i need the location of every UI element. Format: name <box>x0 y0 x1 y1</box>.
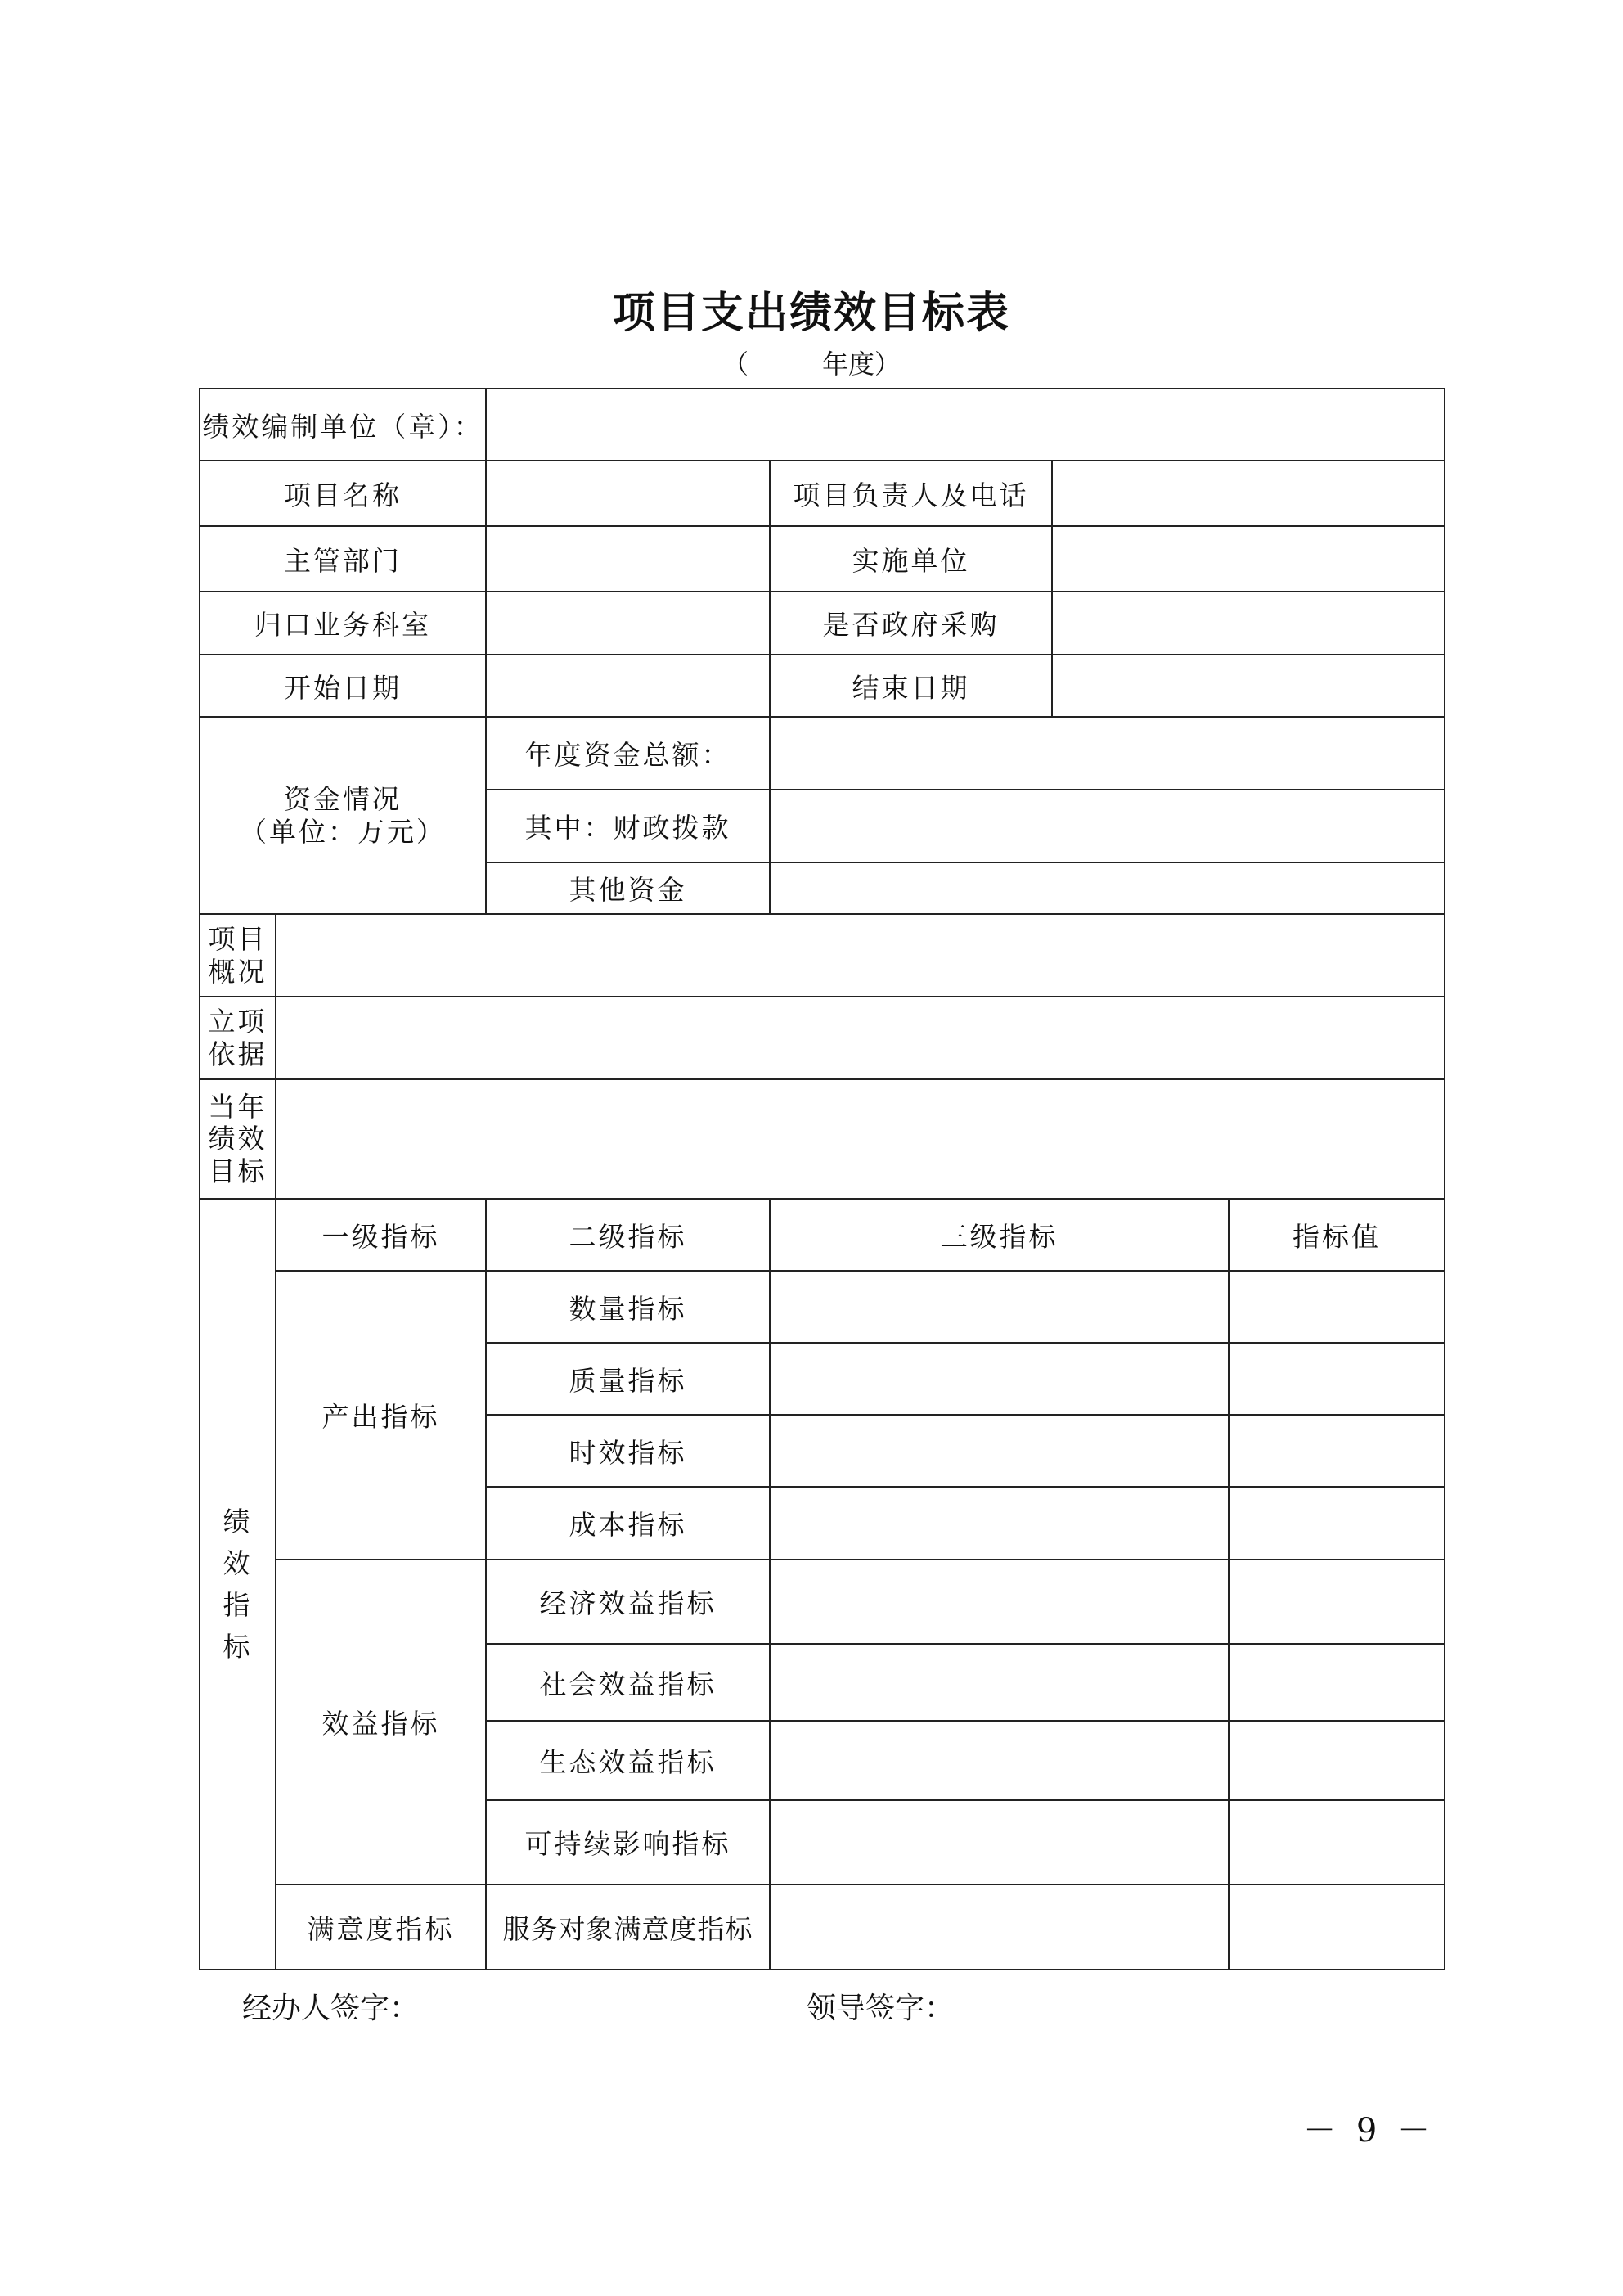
subtitle-year: 年度） <box>822 349 901 380</box>
header-level2: 二级指标 <box>486 1199 770 1271</box>
project-name-field[interactable] <box>486 461 770 526</box>
level3-field[interactable] <box>770 1644 1229 1721</box>
indicator-value-field[interactable] <box>1229 1560 1445 1644</box>
satisfaction-item: 服务对象满意度指标 <box>486 1884 770 1970</box>
end-date-field[interactable] <box>1052 655 1445 717</box>
output-item-quality: 质量指标 <box>486 1343 770 1415</box>
office-field[interactable] <box>486 592 770 655</box>
leader-signature-label: 领导签字： <box>807 1992 955 2025</box>
funds-label-line2: （单位：万元） <box>240 815 446 848</box>
level3-field[interactable] <box>770 1415 1229 1487</box>
funds-total-label: 年度资金总额： <box>486 717 770 790</box>
funds-label <box>200 717 486 914</box>
header-level3: 三级指标 <box>770 1199 1229 1271</box>
funds-total-field[interactable] <box>770 717 1445 790</box>
dept-label: 主管部门 <box>200 526 486 592</box>
impl-unit-field[interactable] <box>1052 526 1445 592</box>
side-char: 绩 <box>223 1505 253 1537</box>
level3-field[interactable] <box>770 1800 1229 1884</box>
indicator-value-field[interactable] <box>1229 1271 1445 1343</box>
dept-field[interactable] <box>486 526 770 592</box>
impl-unit-label: 实施单位 <box>770 526 1052 592</box>
overview-label-line1: 项目 <box>208 922 268 955</box>
funds-label-line1: 资金情况 <box>284 782 402 815</box>
leader-label: 项目负责人及电话 <box>770 461 1052 526</box>
indicator-value-field[interactable] <box>1229 1884 1445 1970</box>
funds-other-field[interactable] <box>770 862 1445 914</box>
procurement-label: 是否政府采购 <box>770 592 1052 655</box>
start-date-label: 开始日期 <box>200 655 486 717</box>
goal-label-line2: 绩效 <box>208 1123 268 1155</box>
benefit-item-ecological: 生态效益指标 <box>486 1721 770 1800</box>
funds-other-label: 其他资金 <box>486 862 770 914</box>
goal-field[interactable] <box>276 1079 1445 1199</box>
benefit-indicators-label: 效益指标 <box>276 1560 486 1884</box>
level3-field[interactable] <box>770 1271 1229 1343</box>
indicator-value-field[interactable] <box>1229 1721 1445 1800</box>
page-title: 项目支出绩效目标表 <box>612 288 1010 338</box>
side-char: 标 <box>223 1631 253 1663</box>
unit-label: 绩效编制单位（章）： <box>200 389 486 461</box>
output-indicators-label: 产出指标 <box>276 1271 486 1560</box>
indicators-side-label <box>200 1199 276 1970</box>
performance-target-table <box>199 388 1445 1970</box>
level3-field[interactable] <box>770 1721 1229 1800</box>
header-value: 指标值 <box>1229 1199 1445 1271</box>
subtitle-open: （ <box>722 349 749 380</box>
header-level1: 一级指标 <box>276 1199 486 1271</box>
benefit-item-sustainable: 可持续影响指标 <box>486 1800 770 1884</box>
leader-field[interactable] <box>1052 461 1445 526</box>
level3-field[interactable] <box>770 1487 1229 1560</box>
side-char: 指 <box>223 1589 253 1621</box>
satisfaction-indicators-label: 满意度指标 <box>276 1884 486 1970</box>
level3-field[interactable] <box>770 1343 1229 1415</box>
indicator-value-field[interactable] <box>1229 1487 1445 1560</box>
goal-label <box>200 1079 276 1199</box>
basis-label-line2: 依据 <box>208 1038 268 1070</box>
funds-fiscal-field[interactable] <box>770 790 1445 862</box>
indicator-value-field[interactable] <box>1229 1415 1445 1487</box>
unit-field[interactable] <box>486 389 1445 461</box>
funds-fiscal-label: 其中：财政拨款 <box>486 790 770 862</box>
project-name-label: 项目名称 <box>200 461 486 526</box>
benefit-item-social: 社会效益指标 <box>486 1644 770 1721</box>
procurement-field[interactable] <box>1052 592 1445 655</box>
indicator-value-field[interactable] <box>1229 1800 1445 1884</box>
goal-label-line3: 目标 <box>208 1155 268 1187</box>
overview-label <box>200 914 276 997</box>
output-item-quantity: 数量指标 <box>486 1271 770 1343</box>
level3-field[interactable] <box>770 1884 1229 1970</box>
handler-signature-label: 经办人签字： <box>242 1992 420 2025</box>
start-date-field[interactable] <box>486 655 770 717</box>
output-item-cost: 成本指标 <box>486 1487 770 1560</box>
office-label: 归口业务科室 <box>200 592 486 655</box>
basis-field[interactable] <box>276 997 1445 1079</box>
goal-label-line1: 当年 <box>208 1090 268 1123</box>
overview-field[interactable] <box>276 914 1445 997</box>
side-char: 效 <box>223 1546 253 1579</box>
indicator-value-field[interactable] <box>1229 1644 1445 1721</box>
overview-label-line2: 概况 <box>208 955 268 988</box>
end-date-label: 结束日期 <box>770 655 1052 717</box>
benefit-item-economic: 经济效益指标 <box>486 1560 770 1644</box>
page-number: － 9 － <box>1303 2112 1435 2150</box>
year-subtitle <box>0 344 1623 381</box>
basis-label <box>200 997 276 1079</box>
output-item-timeliness: 时效指标 <box>486 1415 770 1487</box>
basis-label-line1: 立项 <box>208 1005 268 1038</box>
level3-field[interactable] <box>770 1560 1229 1644</box>
indicator-value-field[interactable] <box>1229 1343 1445 1415</box>
